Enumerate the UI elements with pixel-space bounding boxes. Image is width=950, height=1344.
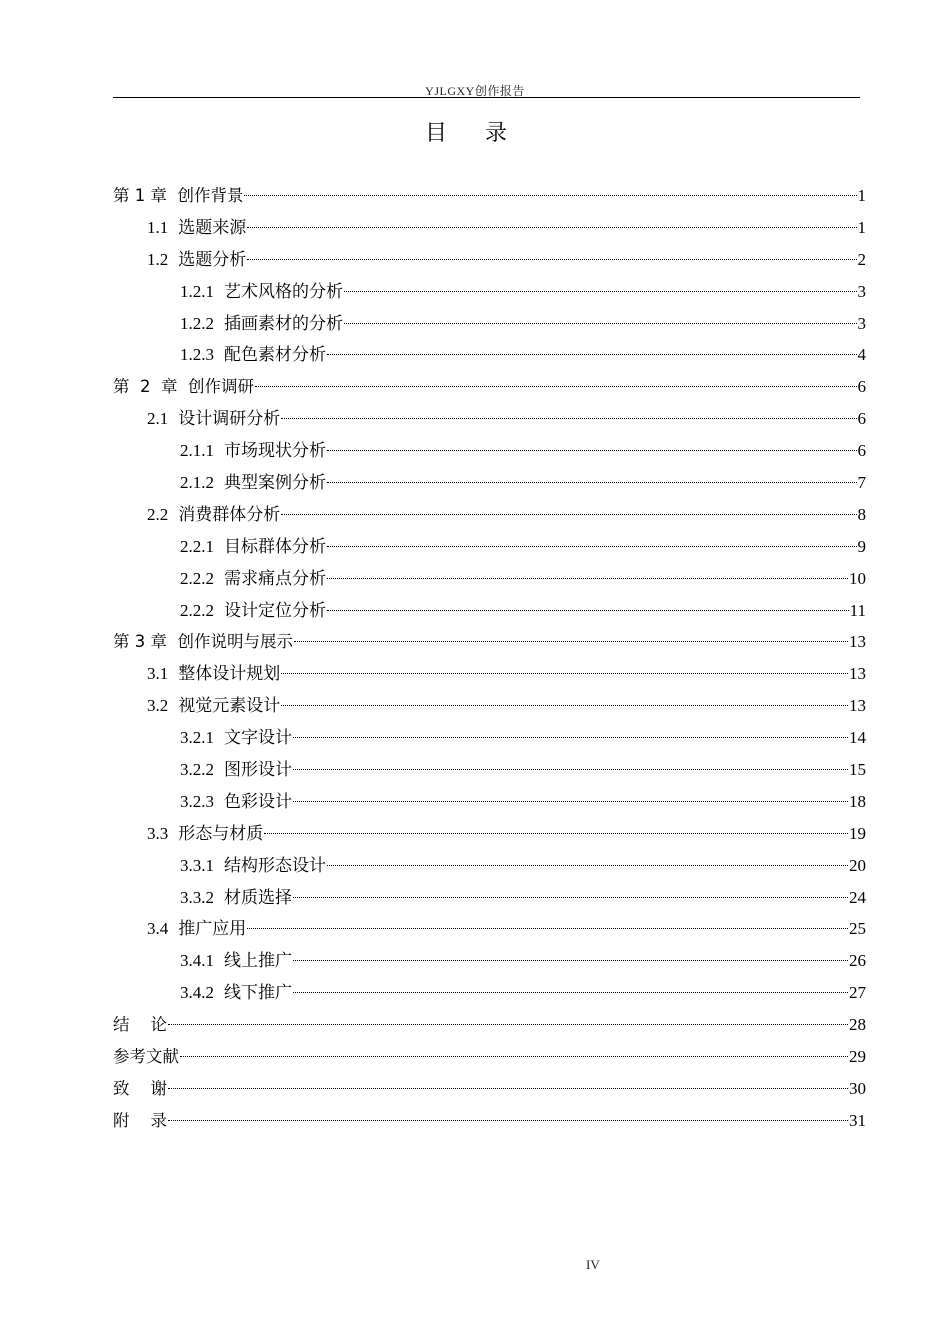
dot-leader: [281, 514, 856, 515]
toc-title: 目录: [424, 120, 545, 145]
toc-entry[interactable]: [113, 1105, 866, 1137]
toc-entry-number: 2.1.2: [180, 473, 214, 493]
dot-leader: [293, 737, 848, 738]
toc-entry-page: 3: [857, 313, 866, 333]
toc-entry-page: 20: [849, 855, 866, 875]
toc-entry-number: 1.2: [147, 249, 169, 269]
toc-entry-page: 15: [849, 760, 866, 780]
toc-entry-number: 3.3: [147, 823, 169, 843]
dot-leader: [327, 354, 857, 355]
toc-entry[interactable]: [113, 818, 866, 850]
dot-leader: [247, 227, 856, 228]
toc-entry[interactable]: [113, 531, 866, 563]
dot-leader: [327, 546, 857, 547]
dot-leader: [180, 1056, 848, 1057]
toc-entry[interactable]: [113, 435, 866, 467]
toc-entry-page: 8: [857, 504, 866, 524]
toc-entry-number: 3.2: [147, 696, 169, 716]
toc-entry[interactable]: [113, 913, 866, 945]
dot-leader: [293, 992, 848, 993]
toc-entry-page: 1: [857, 186, 866, 205]
toc-entry-label: 结构形态设计: [224, 855, 326, 875]
toc-entry[interactable]: [113, 499, 866, 531]
toc-entry[interactable]: [113, 754, 866, 786]
header-rule: [113, 97, 860, 98]
dot-leader: [244, 195, 856, 196]
dot-leader: [264, 833, 848, 834]
toc-entry-label: 第 3 章 创作说明与展示: [113, 632, 293, 652]
dot-leader: [247, 928, 848, 929]
dot-leader: [293, 960, 848, 961]
toc-entry-page: 13: [849, 632, 866, 652]
toc-entry-number: 3.2.2: [180, 760, 214, 780]
toc-entry-page: 6: [857, 441, 866, 461]
toc-entry-page: 9: [857, 536, 866, 556]
toc-entry-label: 需求痛点分析: [224, 568, 326, 588]
toc-entry-page: 1: [857, 217, 866, 237]
toc-entry[interactable]: [113, 850, 866, 882]
toc-entry-label: 线下推广: [224, 983, 292, 1003]
toc-entry-label: 致 谢: [113, 1078, 167, 1098]
toc-entry[interactable]: [113, 882, 866, 914]
toc-entry-page: 6: [857, 409, 866, 429]
toc-entry-label: 典型案例分析: [224, 473, 326, 493]
toc-entry-label: 材质选择: [224, 887, 292, 907]
toc-entry-number: 2.1: [147, 409, 169, 429]
toc-entry-number: 3.4.1: [180, 951, 214, 971]
toc-entry-label: 图形设计: [224, 760, 292, 780]
toc-entry-number: 1.1: [147, 217, 169, 237]
toc-entry[interactable]: [113, 595, 866, 627]
toc-entry-label: 文字设计: [224, 728, 292, 748]
toc-entry-page: 26: [849, 951, 866, 971]
toc-entry-label: 消费群体分析: [178, 504, 281, 524]
toc-entry-number: 3.3.2: [180, 887, 214, 907]
dot-leader: [168, 1088, 848, 1089]
toc-entry-label: 艺术风格的分析: [224, 281, 343, 301]
dot-leader: [168, 1120, 848, 1121]
toc-entry-page: 28: [849, 1015, 866, 1035]
toc-entry-number: 1.2.1: [180, 281, 214, 301]
toc-entry-page: 31: [849, 1110, 866, 1130]
toc-entry[interactable]: [113, 180, 866, 212]
toc-entry-label: 市场现状分析: [224, 441, 326, 461]
toc-entry[interactable]: [113, 786, 866, 818]
toc-entry[interactable]: [113, 339, 866, 371]
toc-entry[interactable]: [113, 563, 866, 595]
toc-entry-label: 色彩设计: [224, 791, 292, 811]
dot-leader: [293, 801, 848, 802]
toc-entry[interactable]: [113, 212, 866, 244]
toc-entry-number: 2.2.2: [180, 568, 214, 588]
dot-leader: [293, 769, 848, 770]
running-header: YJLGXY创作报告: [425, 84, 525, 98]
toc-entry-label: 插画素材的分析: [224, 313, 343, 333]
toc-entry[interactable]: [113, 276, 866, 308]
toc-entry-number: 3.1: [147, 664, 169, 684]
toc-entry[interactable]: [113, 945, 866, 977]
dot-leader: [327, 610, 849, 611]
toc-entry[interactable]: [113, 467, 866, 499]
toc-entry[interactable]: [113, 1073, 866, 1105]
toc-entry-label: 配色素材分析: [224, 345, 326, 365]
toc-entry-label: 附 录: [113, 1110, 167, 1130]
toc-entry-page: 7: [857, 473, 866, 493]
toc-entry[interactable]: [113, 690, 866, 722]
dot-leader: [327, 865, 848, 866]
dot-leader: [281, 418, 856, 419]
toc-entry-number: 3.4: [147, 919, 169, 939]
toc-entry-label: 参考文献: [113, 1047, 179, 1067]
toc-entry-page: 19: [849, 823, 866, 843]
dot-leader: [294, 641, 848, 642]
table-of-contents: [113, 180, 866, 1137]
toc-entry[interactable]: [113, 658, 866, 690]
toc-entry-page: 11: [849, 600, 866, 620]
page-number: IV: [586, 1257, 600, 1272]
toc-entry-label: 设计调研分析: [178, 409, 281, 429]
toc-entry-label: 结 论: [113, 1015, 167, 1035]
toc-entry-label: 第 2 章 创作调研: [113, 377, 254, 397]
toc-entry-page: 3: [857, 281, 866, 301]
toc-entry-label: 目标群体分析: [224, 536, 326, 556]
toc-entry-label: 选题分析: [178, 249, 247, 269]
toc-entry-page: 18: [849, 791, 866, 811]
dot-leader: [255, 386, 857, 387]
toc-entry-label: 视觉元素设计: [178, 696, 281, 716]
dot-leader: [168, 1024, 848, 1025]
toc-entry-number: 1.2.3: [180, 345, 214, 365]
toc-entry-label: 第 1 章 创作背景: [113, 186, 244, 205]
toc-entry-page: 24: [849, 887, 866, 907]
toc-entry-number: 3.3.1: [180, 855, 214, 875]
dot-leader: [327, 578, 848, 579]
toc-entry-label: 推广应用: [178, 919, 247, 939]
toc-entry-label: 选题来源: [178, 217, 247, 237]
toc-entry-number: 3.2.1: [180, 728, 214, 748]
toc-entry[interactable]: [113, 1041, 866, 1073]
toc-entry[interactable]: [113, 977, 866, 1009]
dot-leader: [344, 291, 857, 292]
toc-entry-number: 2.2: [147, 504, 169, 524]
dot-leader: [293, 897, 848, 898]
toc-entry[interactable]: [113, 722, 866, 754]
toc-entry-page: 13: [849, 664, 866, 684]
dot-leader: [281, 705, 848, 706]
toc-entry-page: 30: [849, 1078, 866, 1098]
toc-entry-label: 设计定位分析: [224, 600, 326, 620]
toc-entry-label: 形态与材质: [178, 823, 264, 843]
toc-entry-number: 2.2.2: [180, 600, 214, 620]
toc-entry-page: 29: [849, 1047, 866, 1067]
toc-entry-number: 2.1.1: [180, 441, 214, 461]
toc-entry-page: 25: [849, 919, 866, 939]
toc-entry[interactable]: [113, 371, 866, 403]
toc-entry[interactable]: [113, 308, 866, 340]
toc-entry-page: 27: [849, 983, 866, 1003]
toc-entry-page: 4: [857, 345, 866, 365]
toc-entry[interactable]: [113, 1009, 866, 1041]
toc-entry-page: 6: [857, 377, 866, 397]
toc-entry-label: 整体设计规划: [178, 664, 281, 684]
toc-entry-number: 2.2.1: [180, 536, 214, 556]
toc-entry-page: 2: [857, 249, 866, 269]
toc-entry-page: 13: [849, 696, 866, 716]
dot-leader: [247, 259, 856, 260]
toc-entry-number: 3.2.3: [180, 791, 214, 811]
toc-entry-page: 14: [849, 728, 866, 748]
toc-entry-page: 10: [849, 568, 866, 588]
dot-leader: [281, 673, 848, 674]
toc-entry-number: 3.4.2: [180, 983, 214, 1003]
toc-entry[interactable]: [113, 244, 866, 276]
toc-entry-label: 线上推广: [224, 951, 292, 971]
toc-entry[interactable]: [113, 626, 866, 658]
toc-entry[interactable]: [113, 403, 866, 435]
toc-entry-number: 1.2.2: [180, 313, 214, 333]
dot-leader: [344, 323, 857, 324]
dot-leader: [327, 450, 857, 451]
dot-leader: [327, 482, 857, 483]
